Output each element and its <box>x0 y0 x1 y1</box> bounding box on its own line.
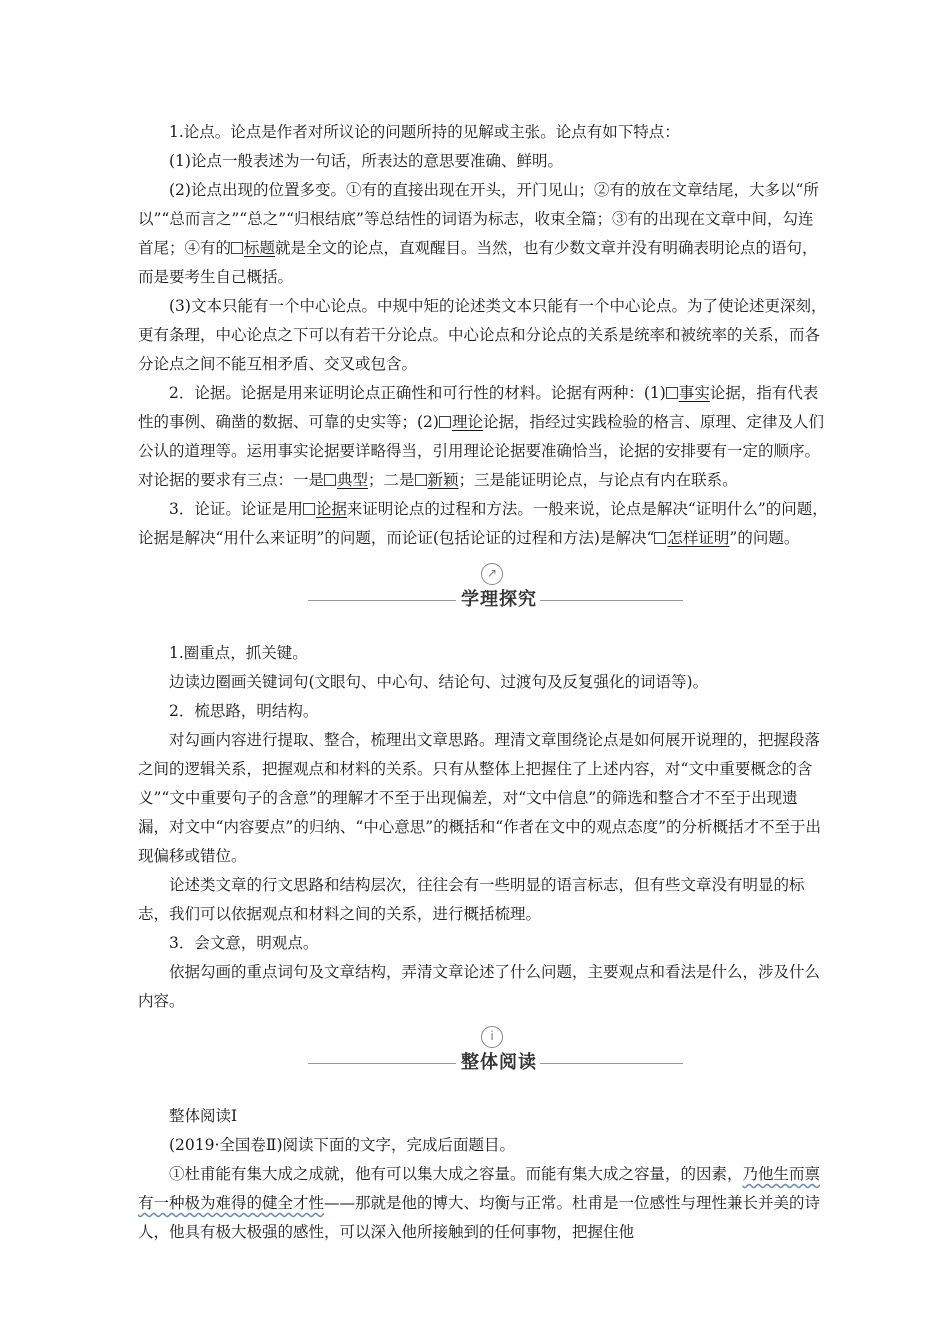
fill-blank-answer: 事实 <box>666 384 710 402</box>
reading-paragraph-1: ①杜甫能有集大成之成就，他有可以集大成之容量。而能有集大成之容量，的因素，乃他生而禀有一种极为难得的健全才性——那就是他的博大、均衡与正常。杜甫是一位感性与理性兼长并美的诗人，他具有极大极强的感性，可以深入他所接触到的任何事物，把握住他 <box>138 1165 821 1241</box>
fill-blank-answer: 论据 <box>303 500 347 518</box>
point-3: 3．论证。论证是用 论据来证明论点的过程和方法。一般来说，论点是解决“证明什么”的问题，论据是解决“用什么来证明”的问题，而论证(包括论证的过程和方法)是解决“ 怎样证明”的问题。 <box>138 500 828 547</box>
blank-box-icon <box>654 532 666 544</box>
fill-blank-answer: 标题 <box>231 239 275 257</box>
page-content <box>138 118 828 1247</box>
inquiry-step-2: 2．梳思路，明结构。 <box>169 702 319 720</box>
inquiry-step-2-text: 对勾画内容进行提取、整合，梳理出文章思路。理清文章围绕论点是如何展开说理的，把握段落之间的逻辑关系，把握观点和材料的关系。只有从整体上把握住了上述内容，对“文中重要概念的含义”“文中重要句子的含意”的理解才不至于出现偏差，对“文中信息”的筛选和整合才不至于出现遗漏，对文中“内容要点”的归纳、“中心意思”的概括和“作者在文中的观点态度”的分析概括才不至于出现偏移或错位。 <box>138 731 822 865</box>
fill-blank-answer: 新颖 <box>415 471 459 489</box>
blank-box-icon <box>231 242 243 254</box>
point-1-item-2: (2)论点出现的位置多变。①有的直接出现在开头，开门见山；②有的放在文章结尾，大多以“所以”“总而言之”“总之”“归根结底”等总结性的词语为标志，收束全篇；③有的出现在文章中间，勾连首尾；④有的 标题就是全文的论点，直观醒目。当然，也有少数文章并没有明确表明论点的语句，而是要考生自己概括。 <box>138 181 819 286</box>
chart-icon: ↗ <box>481 563 503 585</box>
divider <box>540 1063 683 1064</box>
point-1-heading: 1.论点。论点是作者对所议论的问题所持的见解或主张。论点有如下特点： <box>169 123 680 141</box>
section-header-inquiry <box>138 559 828 637</box>
point-1-item-1: (1)论点一般表述为一句话，所表达的意思要准确、鲜明。 <box>169 152 563 170</box>
info-icon: i <box>481 1026 503 1048</box>
inquiry-step-2-text-2: 论述类文章的行文思路和结构层次，往往会有一些明显的语言标志，但有些文章没有明显的标志，我们可以依据观点和材料之间的关系，进行概括梳理。 <box>138 876 805 923</box>
section-title: 整体阅读 <box>461 1052 537 1073</box>
inquiry-step-3-text: 依据勾画的重点词句及文章结构，弄清文章论述了什么问题，主要观点和看法是什么，涉及什么内容。 <box>138 963 821 1010</box>
divider <box>308 600 456 601</box>
blank-box-icon <box>439 416 451 428</box>
fill-blank-answer: 怎样证明 <box>654 529 729 547</box>
fill-blank-answer: 典型 <box>324 471 368 489</box>
point-1-item-3: (3)文本只能有一个中心论点。中规中矩的论述类文本只能有一个中心论点。为了使论述更深刻，更有条理，中心论点之下可以有若干分论点。中心论点和分论点的关系是统率和被统率的关系，而各分论点之间不能互相矛盾、交叉或包含。 <box>138 297 827 373</box>
divider <box>540 600 683 601</box>
reading-label: 整体阅读Ⅰ <box>169 1107 238 1125</box>
section-title: 学理探究 <box>461 589 537 610</box>
blank-box-icon <box>324 474 336 486</box>
inquiry-step-1: 1.圈重点，抓关键。 <box>169 644 308 662</box>
fill-blank-answer: 理论 <box>439 413 483 431</box>
wavy-underline-text: 乃他生而禀有一种极为难得的健全才性 <box>138 1165 821 1212</box>
divider <box>308 1063 456 1064</box>
inquiry-step-3: 3．会文意，明观点。 <box>169 934 319 952</box>
blank-box-icon <box>666 387 678 399</box>
point-2: 2．论据。论据是用来证明论点正确性和可行性的材料。论据有两种：(1) 事实论据，指有代表性的事例、确凿的数据、可靠的史实等；(2) 理论论据，指经过实践检验的格言、原理、定律及人们公认的道理等。运用事实论据要详略得当，引用理论论据要准确恰当，论据的安排要有一定的顺序。对论据的要求有三点：一是 典型；二是 新颖；三是能证明论点，与论点有内在联系。 <box>138 384 824 489</box>
section-header-reading <box>138 1022 828 1100</box>
blank-box-icon <box>303 503 315 515</box>
reading-source: (2019·全国卷Ⅱ)阅读下面的文字，完成后面题目。 <box>169 1136 516 1154</box>
inquiry-step-1-text: 边读边圈画关键词句(文眼句、中心句、结论句、过渡句及反复强化的词语等)。 <box>169 673 709 691</box>
blank-box-icon <box>415 474 427 486</box>
